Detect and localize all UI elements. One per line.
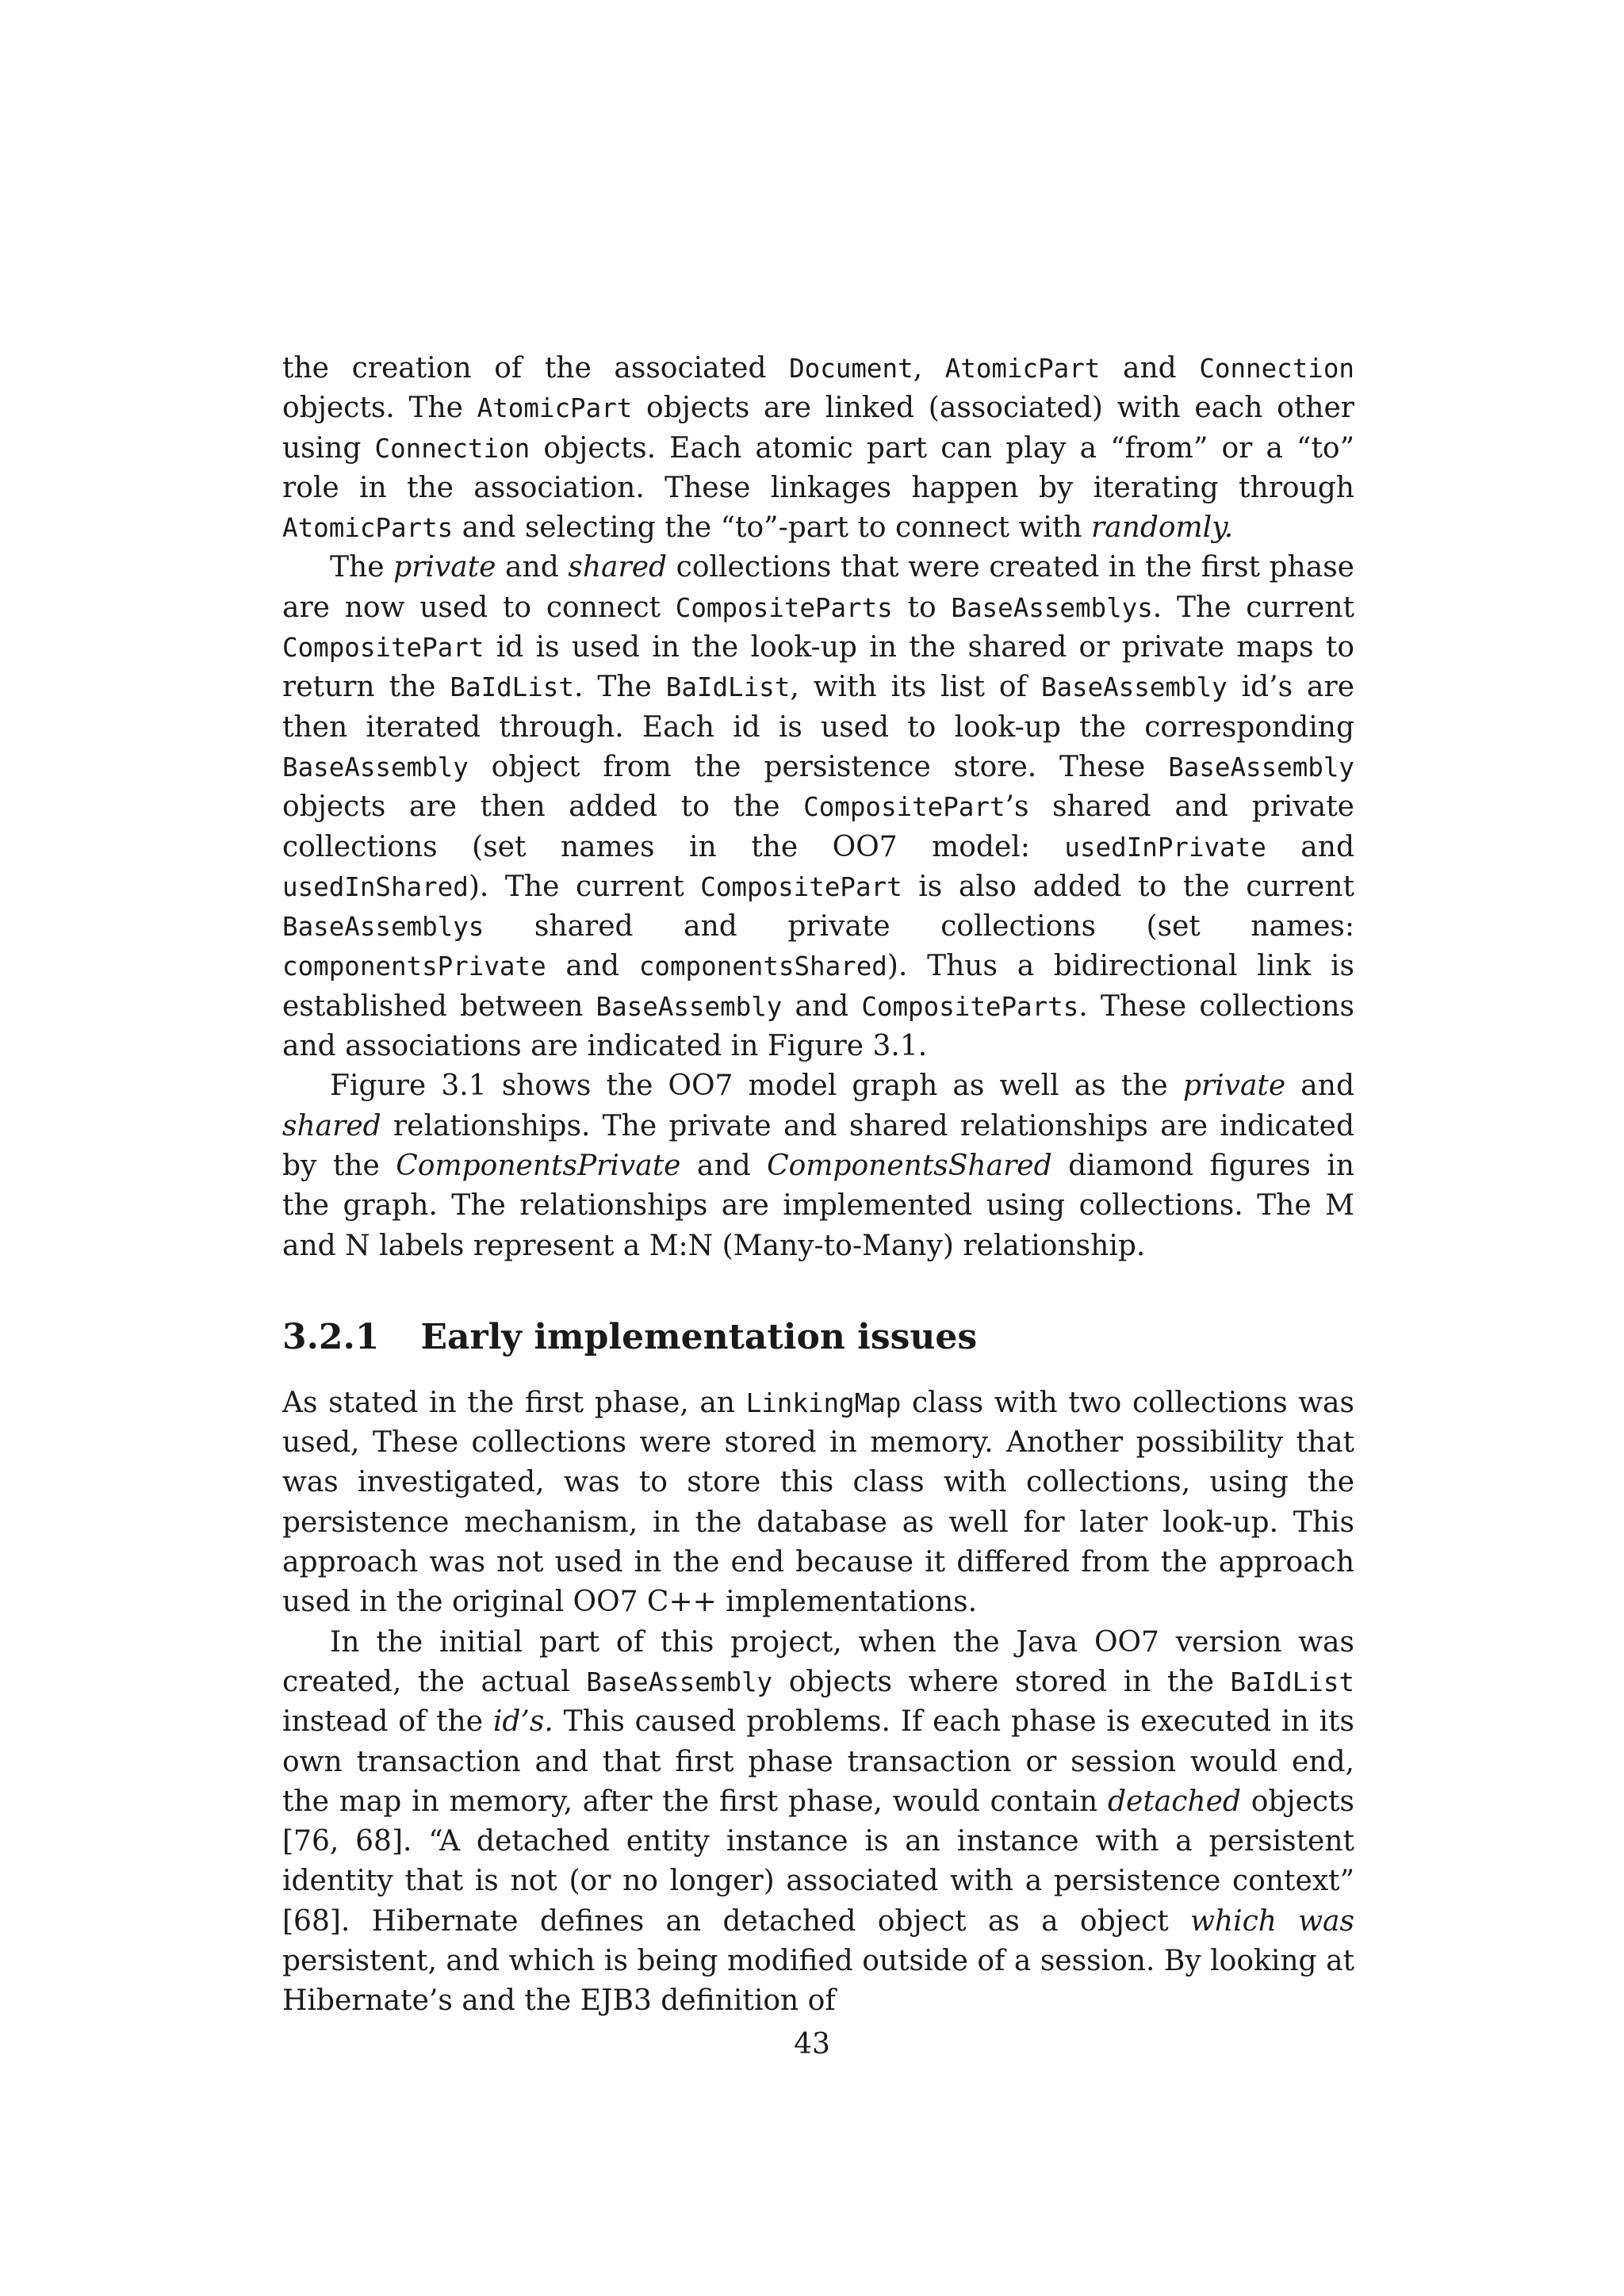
text-run: This caused problems. If each phase is executed in its own transaction and that first phase transaction or session would end, the map in memory, after the first phase, would contain <box>282 1705 1354 1818</box>
text-run: and <box>496 551 569 584</box>
text-run: object from the persistence store. These <box>468 750 1169 783</box>
text-run: and <box>546 950 639 983</box>
text-run: id’s are then iterated through. Each id is used to look-up the corresponding <box>282 671 1355 744</box>
paragraph-4 <box>282 1383 1354 1623</box>
text-run: and <box>680 1149 768 1182</box>
code-term: Document <box>789 354 914 384</box>
emphasis-text: shared <box>568 551 668 584</box>
text-run: ). Thus a bidirectional link is established between <box>282 950 1354 1023</box>
code-term: BaseAssembly <box>586 1667 773 1697</box>
code-term: CompositePart <box>282 633 485 664</box>
code-term: BaseAssemblys <box>282 912 485 943</box>
code-term: BaseAssemblys <box>951 592 1153 623</box>
code-term: componentsShared <box>638 951 887 982</box>
emphasis-text: detached <box>1107 1785 1241 1818</box>
paragraph-2 <box>282 548 1354 1066</box>
text-run: The <box>330 551 394 584</box>
text-run: objects. Each atomic part can play a “from” or a “to” role in the association. These linkages happen by iterating through <box>282 431 1354 504</box>
text-run: id is used in the look-up in the shared or private maps to return the <box>282 631 1354 704</box>
code-term: CompositeParts <box>675 592 893 623</box>
code-term: CompositePart <box>803 792 1005 823</box>
emphasis-text: ComponentsShared <box>767 1149 1052 1182</box>
text-run: , <box>913 352 945 385</box>
code-term: BaIdList <box>1230 1667 1354 1697</box>
text-run: and <box>1285 1070 1354 1103</box>
text-run: In the initial part of this project, when the Java OO7 version was created, the actual <box>282 1625 1354 1698</box>
text-run: objects. The <box>282 392 477 425</box>
code-term: usedInPrivate <box>1064 832 1266 863</box>
page-body <box>282 349 1354 2022</box>
text-run: shared and private collections (set names: <box>484 910 1354 943</box>
paragraph-1 <box>282 349 1354 548</box>
code-term: BaIdList <box>450 672 574 703</box>
code-term: Connection <box>1199 354 1354 384</box>
text-run: persistent, and which is being modified outside of a session. By looking at Hibernate’s and the EJB3 definition of <box>282 1944 1354 2018</box>
text-run: , with its list of <box>790 671 1041 704</box>
emphasis-text: private <box>393 551 496 584</box>
section-number: 3.2.1 <box>282 1316 380 1357</box>
text-run: ). The current <box>468 870 701 903</box>
text-run: relationships. The private and shared relationships are indicated by the <box>282 1109 1354 1182</box>
text-run: and <box>782 989 862 1023</box>
text-run: and <box>1266 830 1354 863</box>
code-term: AtomicPart <box>944 354 1101 384</box>
code-term: usedInShared <box>282 871 469 902</box>
code-term: BaseAssembly <box>1040 672 1228 703</box>
text-run: instead of the <box>282 1705 493 1739</box>
code-term: BaseAssembly <box>596 991 783 1022</box>
section-title: Early implementation issues <box>420 1316 978 1357</box>
code-term: BaseAssembly <box>1168 752 1354 783</box>
text-run: objects are linked (associated) with each other using <box>282 392 1354 465</box>
text-run: class with two collections was used, These collections were stored in memory. Another possibility that was investigated, was to store this class with collections, using the persistence mechanism, in the database as well for later look-up. This approach was not used in the end because it differed from the approach used in the original OO7 C++ implementations. <box>282 1386 1354 1619</box>
code-term: CompositePart <box>700 871 902 902</box>
text-run: collections that were created in the first phase are now used to connect <box>282 551 1354 624</box>
section-heading <box>282 1315 1354 1360</box>
emphasis-text: private <box>1182 1070 1286 1103</box>
emphasis-text: which was <box>1190 1904 1354 1938</box>
code-term: CompositeParts <box>861 991 1079 1022</box>
paragraph-5 <box>282 1623 1354 2022</box>
page-number: 43 <box>794 2028 830 2061</box>
text-run: . These collections and associations are indicated in Figure 3.1. <box>282 989 1354 1063</box>
code-term: Connection <box>374 433 530 464</box>
text-run: and <box>1100 352 1200 385</box>
paragraph-3 <box>282 1066 1354 1265</box>
text-run: is also added to the current <box>902 870 1354 903</box>
code-term: BaseAssembly <box>282 752 469 783</box>
code-term: AtomicPart <box>477 393 633 424</box>
text-run: to <box>892 591 952 624</box>
code-term: AtomicParts <box>282 513 454 544</box>
text-run: As stated in the first phase, an <box>282 1386 746 1419</box>
text-run: Figure 3.1 shows the OO7 model graph as well as the <box>330 1070 1183 1103</box>
text-run: . The <box>573 671 666 704</box>
text-run: the creation of the associated <box>282 352 790 385</box>
text-run: objects where stored in the <box>772 1665 1231 1698</box>
text-run: ’s shared and private collections (set names in the OO7 model: <box>282 790 1354 863</box>
text-run: objects [76, 68]. “A detached entity instance is an instance with a persistent identity that is not (or no longer) associated with a persistence context” [68]. Hibernate defines an detached object as a object <box>282 1785 1354 1938</box>
text-run: . The current <box>1152 591 1355 624</box>
code-term: LinkingMap <box>745 1387 902 1418</box>
text-run: objects are then added to the <box>282 790 804 824</box>
text-run: and selecting the “to”-part to connect with <box>453 511 1091 545</box>
code-term: componentsPrivate <box>282 951 546 982</box>
text-run: diamond figures in the graph. The relationships are implemented using collections. The M and N labels represent a M:N (Many-to-Many) relationship. <box>282 1149 1354 1262</box>
code-term: BaIdList <box>665 672 791 703</box>
emphasis-text: id’s. <box>492 1705 553 1739</box>
emphasis-text: shared <box>282 1109 381 1142</box>
emphasis-text: ComponentsPrivate <box>396 1149 681 1182</box>
emphasis-text: randomly. <box>1090 511 1234 545</box>
